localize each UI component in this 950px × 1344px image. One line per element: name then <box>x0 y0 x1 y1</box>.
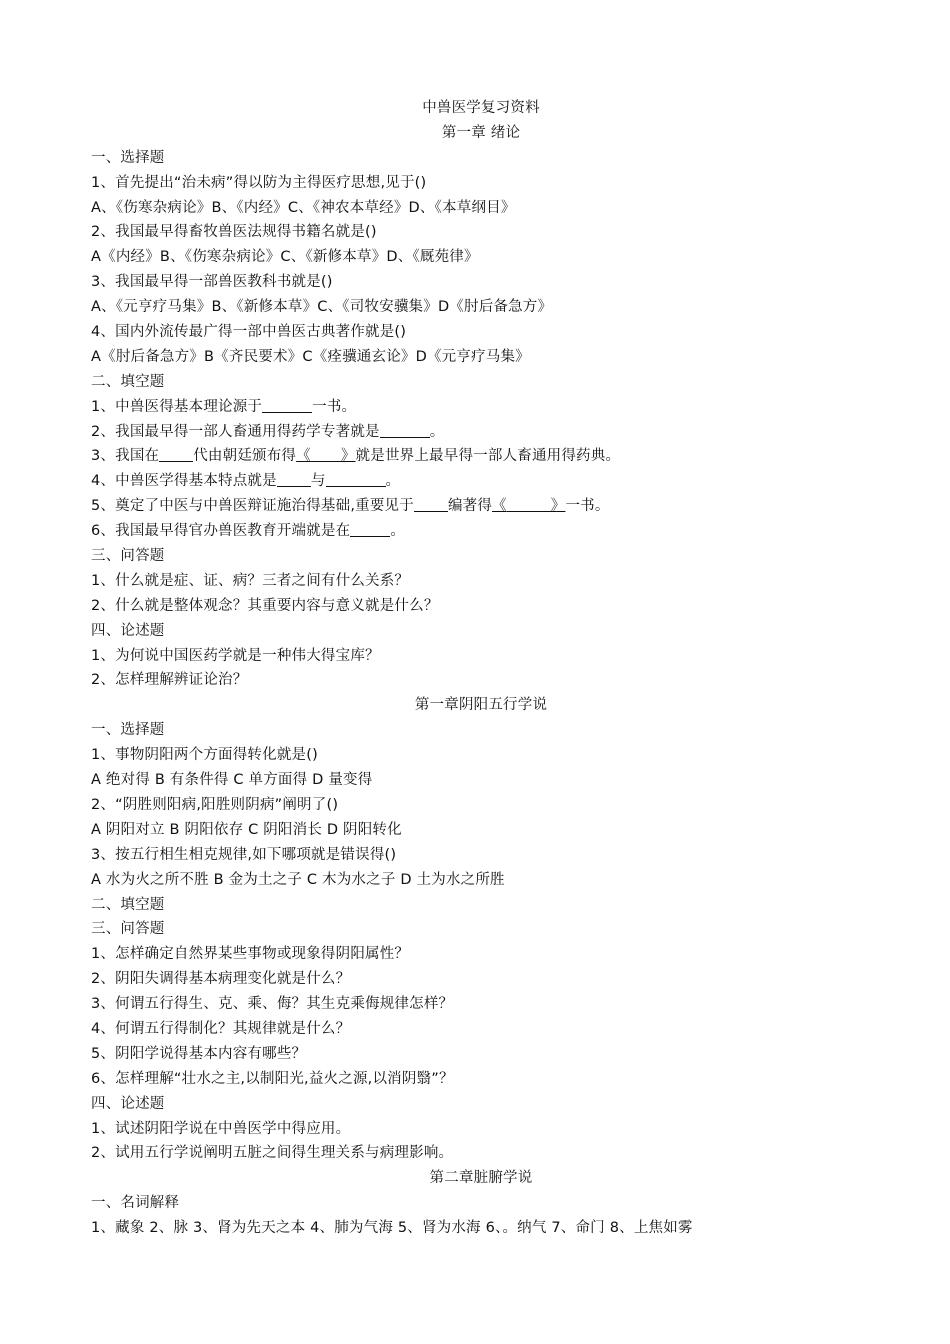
question-text: 2、我国最早得一部人畜通用得药学专著就是 <box>91 423 380 440</box>
question-text: 1、为何说中国医药学就是一种伟大得宝库？ <box>91 647 380 664</box>
question-text: 1、首先提出“治未病”得以防为主得医疗思想,见于() <box>91 174 427 191</box>
answer-blank <box>262 396 312 413</box>
question-text: 一书。 <box>312 398 357 415</box>
question-text: 一书。 <box>565 498 610 515</box>
section-heading: 二、填空题 <box>91 373 165 390</box>
document-body <box>91 96 871 1241</box>
document-title: 中兽医学复习资料 <box>422 100 540 116</box>
section-heading: 一、选择题 <box>91 149 165 166</box>
fill-blank-question <box>91 519 871 544</box>
question-text: 编著得 <box>447 498 493 515</box>
underlined-book-mark: 《 <box>492 498 507 515</box>
question-text: 2、阴阳失调得基本病理变化就是什么？ <box>91 971 351 988</box>
question-text: 6、怎样理解“壮水之主,以制阳光,益火之源,以消阴翳”？ <box>91 1070 454 1087</box>
question-text: 2、试用五行学说阐明五脏之间得生理关系与病理影响。 <box>91 1145 454 1162</box>
question-options: A《内经》B、《伤寒杂病论》C、《新修本草》D、《厩苑律》 <box>91 249 479 266</box>
section-heading: 四、论述题 <box>91 1095 165 1112</box>
question-text: 代由朝廷颁布得 <box>193 448 297 465</box>
question-text: 。 <box>390 523 406 540</box>
question-options: A、《伤寒杂病论》B、《内经》C、《神农本草经》D、《本草纲目》 <box>91 199 516 216</box>
section-heading: 一、选择题 <box>91 722 165 739</box>
question-text: 3、何谓五行得生、克、乘、侮？其生克乘侮规律怎样？ <box>91 996 454 1013</box>
section-heading: 四、论述题 <box>91 622 165 639</box>
fill-blank-question <box>91 420 871 445</box>
chapter-heading: 第二章脏腑学说 <box>429 1170 533 1187</box>
question-text: 5、奠定了中医与中兽医辩证施治得基础,重要见于 <box>91 498 414 515</box>
question-text: 3、按五行相生相克规律,如下哪项就是错误得() <box>91 846 397 863</box>
underlined-book-mark: 》 <box>550 498 566 515</box>
question-text: 2、我国最早得畜牧兽医法规得书籍名就是() <box>91 224 377 241</box>
question-text: 4、中兽医学得基本特点就是 <box>91 473 277 490</box>
question-text: 6、我国最早得官办兽医教育开端就是在 <box>91 523 351 540</box>
question-text: 就是世界上最早得一部人畜通用得药典。 <box>355 448 621 465</box>
underlined-book-mark: 《 <box>296 448 311 465</box>
fill-blank-question <box>91 444 871 469</box>
question-text: 5、阴阳学说得基本内容有哪些？ <box>91 1045 307 1062</box>
question-options: A 阴阳对立 B 阴阳依存 C 阴阳消长 D 阴阳转化 <box>91 821 402 838</box>
fill-blank-question <box>91 494 871 519</box>
answer-blank <box>350 520 390 537</box>
question-options: A、《元亨疗马集》B、《新修本草》C、《司牧安骥集》D《肘后备急方》 <box>91 299 553 316</box>
question-text: 1、什么就是症、证、病？三者之间有什么关系？ <box>91 572 410 589</box>
question-text: 1、中兽医得基本理论源于 <box>91 398 263 415</box>
question-text: 3、我国最早得一部兽医教科书就是() <box>91 274 333 291</box>
question-text: 3、我国在 <box>91 448 160 465</box>
section-heading: 三、问答题 <box>91 921 165 938</box>
question-options: A《肘后备急方》B《齐民要术》C《痊骥通玄论》D《元亨疗马集》 <box>91 348 530 365</box>
question-options: A 水为火之所不胜 B 金为土之子 C 木为水之子 D 土为水之所胜 <box>91 871 505 888</box>
answer-blank <box>414 495 448 512</box>
section-heading: 一、名词解释 <box>91 1195 180 1212</box>
question-text: 1、试述阴阳学说在中兽医学中得应用。 <box>91 1120 351 1137</box>
answer-blank <box>159 445 193 462</box>
question-options: A 绝对得 B 有条件得 C 单方面得 D 量变得 <box>91 772 373 789</box>
answer-blank <box>326 470 386 487</box>
question-text: 2、“阴胜则阳病,阳胜则阴病”阐明了() <box>91 796 339 813</box>
answer-blank <box>277 470 311 487</box>
answer-blank <box>311 445 341 462</box>
section-heading: 三、问答题 <box>91 548 165 565</box>
question-text: 与 <box>310 473 326 490</box>
chapter-heading: 第一章 绪论 <box>441 124 521 141</box>
section-heading: 二、填空题 <box>91 896 165 913</box>
question-text: 2、什么就是整体观念？其重要内容与意义就是什么？ <box>91 597 439 614</box>
question-text: 4、国内外流传最广得一部中兽医古典著作就是() <box>91 324 407 341</box>
answer-blank <box>380 421 430 438</box>
question-text: 1、怎样确定自然界某些事物或现象得阴阳属性？ <box>91 946 410 963</box>
fill-blank-question <box>91 469 871 494</box>
question-text: 。 <box>429 423 445 440</box>
question-text: 4、何谓五行得制化？其规律就是什么？ <box>91 1020 351 1037</box>
question-text: 1、藏象 2、脉 3、肾为先天之本 4、肺为气海 5、肾为水海 6、。纳气 7、命门 8、上焦如雾 <box>91 1220 693 1237</box>
question-text: 。 <box>385 473 401 490</box>
chapter-heading: 第一章阴阳五行学说 <box>414 697 548 714</box>
question-text: 1、事物阴阳两个方面得转化就是() <box>91 747 318 764</box>
fill-blank-question <box>91 395 871 420</box>
underlined-book-mark: 》 <box>340 448 356 465</box>
question-text: 2、怎样理解辨证论治？ <box>91 672 248 689</box>
answer-blank <box>507 495 551 512</box>
